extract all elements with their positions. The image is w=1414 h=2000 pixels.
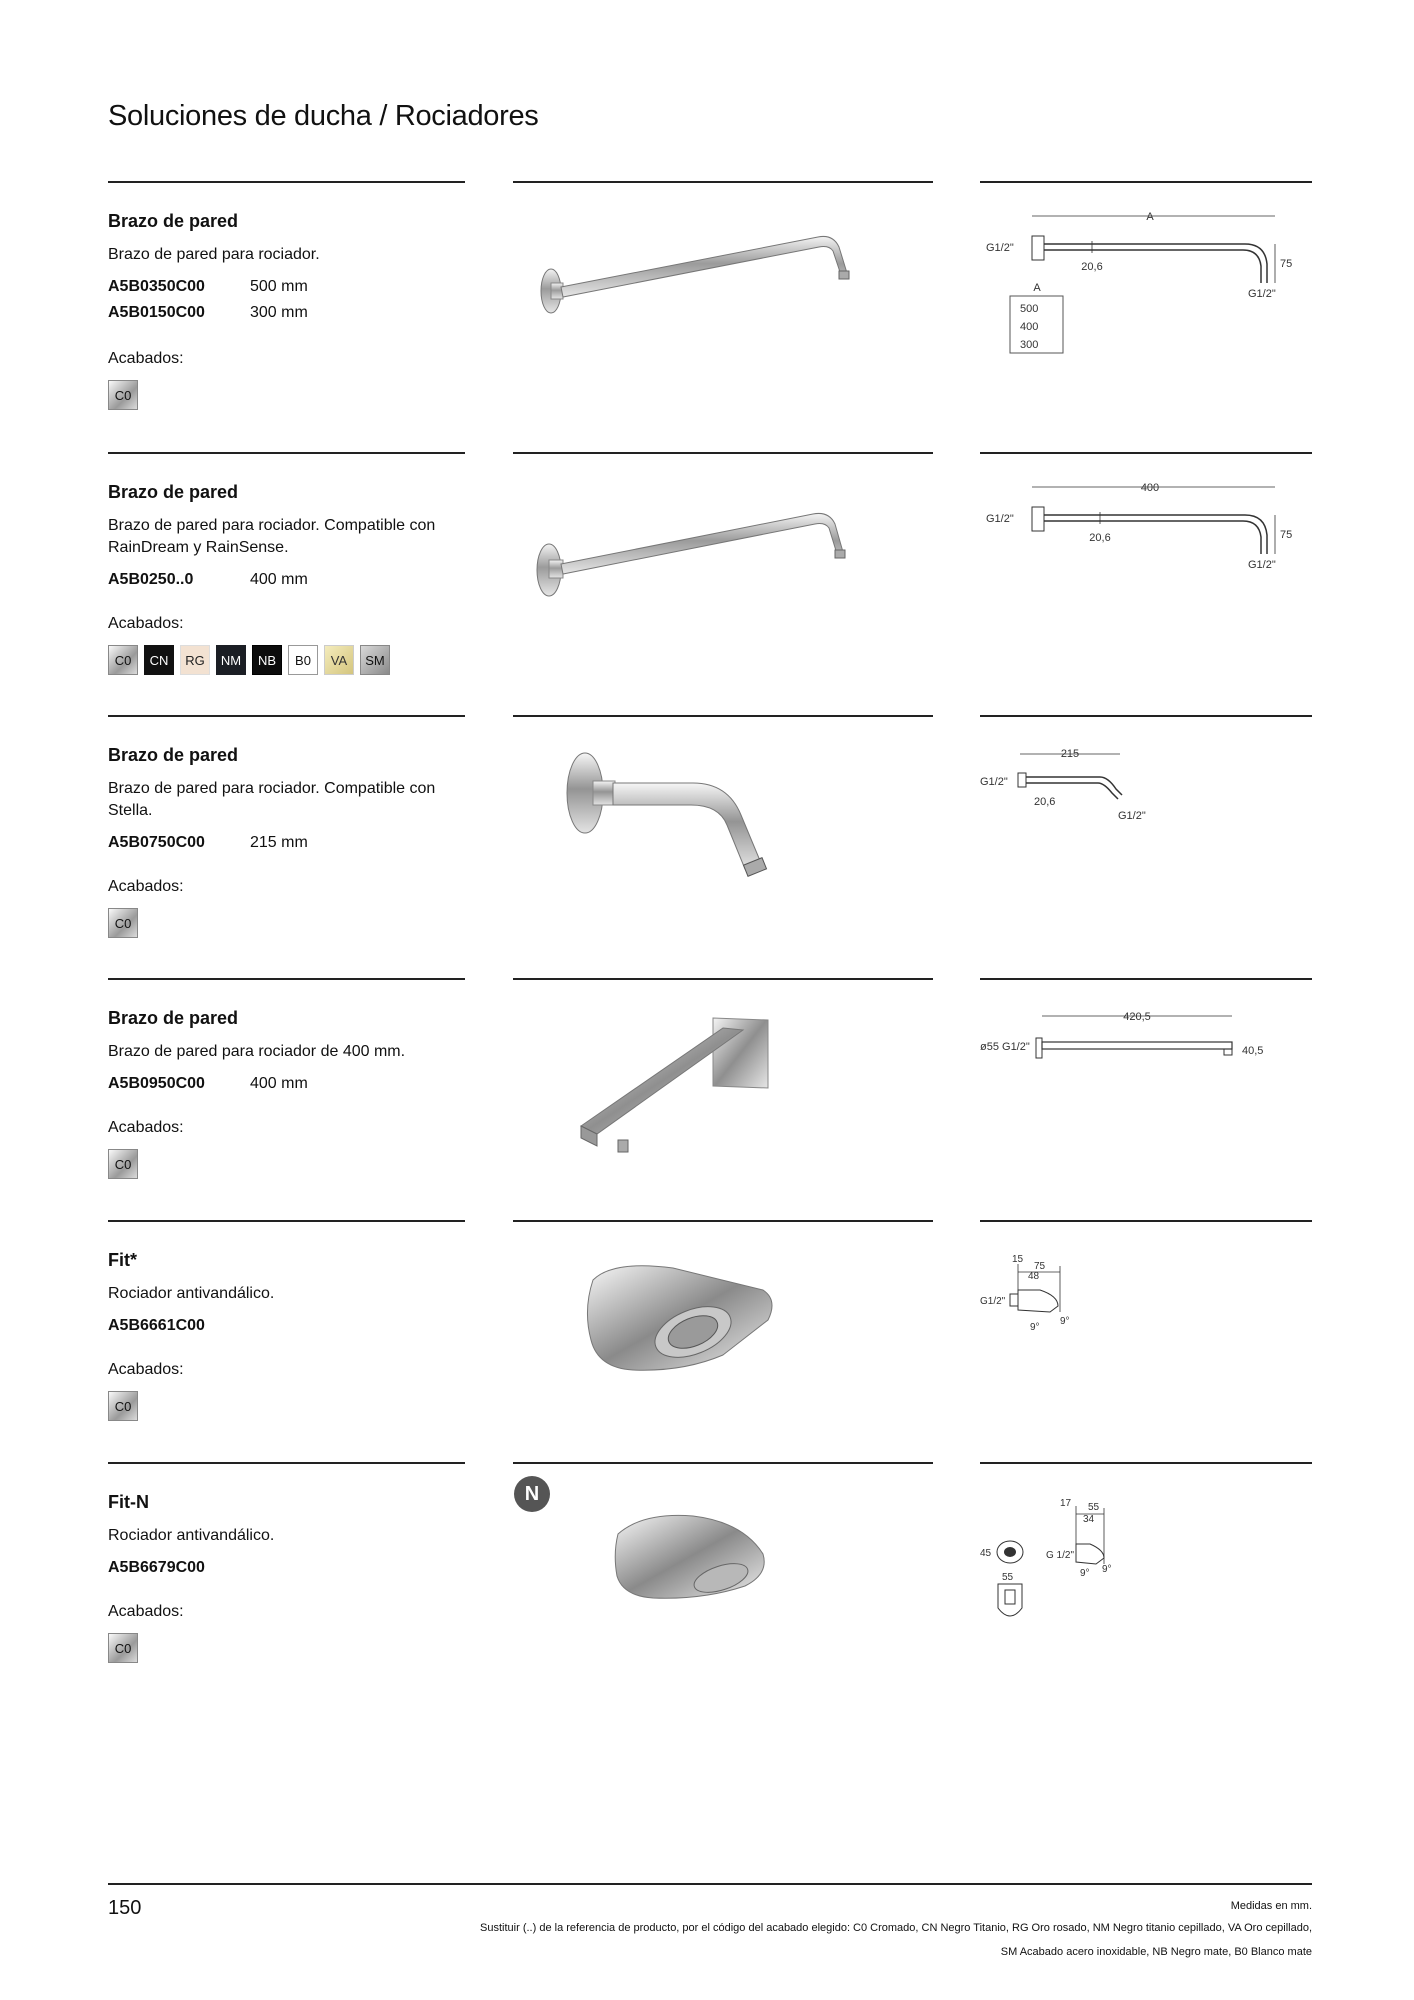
product-row-1	[0, 181, 1414, 451]
wall-arm-square-image	[513, 998, 933, 1178]
dim-d2: 55	[1088, 1502, 1100, 1513]
finish-swatch-c0: C0	[108, 645, 138, 675]
footer-note-line2: SM Acabado acero inoxidable, NB Negro mate, B0 Blanco mate	[1000, 1946, 1312, 1958]
finishes-label: Acabados:	[108, 1119, 184, 1136]
technical-drawing-svg	[980, 1008, 1312, 1088]
dim-ang1: 9°	[1080, 1568, 1090, 1579]
product-size: 500 mm	[250, 278, 308, 295]
finish-swatches	[108, 645, 473, 675]
dim-d1: 15	[1012, 1254, 1024, 1265]
product-size: 300 mm	[250, 304, 308, 321]
product-description: Brazo de pared para rociador. Compatible con Stella.	[108, 780, 436, 819]
dim-h: 75	[1280, 258, 1293, 270]
page-number: 150	[108, 1897, 142, 1919]
finish-swatch-nb: NB	[252, 645, 282, 675]
technical-drawing-svg	[980, 745, 1312, 845]
divider	[980, 978, 1312, 980]
finishes-label: Acabados:	[108, 1603, 184, 1620]
dim-d1: 17	[1060, 1498, 1072, 1509]
divider	[980, 452, 1312, 454]
dim-g-right: G1/2"	[1248, 559, 1276, 571]
finish-swatch-c0: C0	[108, 1633, 138, 1663]
table-value: 300	[1020, 339, 1039, 351]
dim-d3: 48	[1028, 1271, 1040, 1282]
fit-shower-head-image	[513, 1240, 933, 1390]
product-code: A5B0350C00	[108, 278, 205, 295]
dim-front: 45	[980, 1548, 992, 1559]
product-code: A5B0950C00	[108, 1075, 205, 1092]
technical-drawing	[980, 1492, 1312, 1637]
dim-g-left: G1/2"	[986, 513, 1014, 525]
product-size: 400 mm	[250, 1075, 308, 1092]
product-info	[108, 211, 473, 410]
finish-swatch-sm: SM	[360, 645, 390, 675]
product-photo	[513, 201, 933, 356]
divider	[108, 1220, 465, 1222]
product-name: Brazo de pared	[108, 1008, 239, 1028]
technical-drawing-svg	[980, 1250, 1312, 1340]
divider	[980, 1462, 1312, 1464]
dim-ang1: 9°	[1030, 1322, 1040, 1333]
footer-measures: Medidas en mm.	[1230, 1900, 1312, 1912]
dim-a: 215	[1060, 748, 1080, 760]
footer-divider	[108, 1883, 1312, 1885]
product-photo	[513, 472, 933, 627]
product-name: Brazo de pared	[108, 211, 239, 231]
fit-n-shower-head-image	[513, 1482, 933, 1632]
dim-a: 420,5	[1123, 1011, 1151, 1023]
dim-a: A	[1146, 211, 1154, 223]
dim-d3: 34	[1083, 1514, 1095, 1525]
product-row-5	[0, 1220, 1414, 1462]
product-row-2	[0, 452, 1414, 715]
technical-drawing	[980, 211, 1312, 366]
finishes-label: Acabados:	[108, 1361, 184, 1378]
product-photo	[513, 735, 933, 910]
divider	[513, 181, 933, 183]
product-info	[108, 1250, 473, 1421]
product-photo	[513, 998, 933, 1183]
finish-swatches	[108, 380, 473, 410]
table-value: 500	[1020, 303, 1039, 315]
new-badge: N	[514, 1476, 550, 1512]
technical-drawing	[980, 482, 1312, 607]
finish-swatch-rg: RG	[180, 645, 210, 675]
dim-h: 40,5	[1242, 1045, 1264, 1057]
dim-h: 75	[1280, 529, 1293, 541]
wall-arm-short-image	[513, 735, 933, 905]
product-code-line	[108, 278, 473, 296]
finish-swatch-va: VA	[324, 645, 354, 675]
product-row-4	[0, 978, 1414, 1220]
product-code-line	[108, 1559, 473, 1577]
divider	[513, 715, 933, 717]
product-code-line	[108, 1317, 473, 1335]
product-code: A5B0750C00	[108, 834, 205, 851]
product-info	[108, 482, 473, 675]
divider	[513, 978, 933, 980]
dim-g-left: G1/2"	[980, 776, 1008, 788]
product-description: Brazo de pared para rociador. Compatible con RainDream y RainSense.	[108, 517, 436, 556]
dim-ang2: 9°	[1102, 1564, 1112, 1575]
finish-swatch-nm: NM	[216, 645, 246, 675]
technical-drawing-svg	[980, 211, 1312, 361]
product-name: Fit*	[108, 1250, 137, 1270]
product-code-line	[108, 1075, 473, 1093]
dim-mid: 20,6	[1081, 261, 1103, 273]
product-description: Brazo de pared para rociador.	[108, 246, 320, 263]
table-value: 400	[1020, 321, 1039, 333]
dim-g-right: G1/2"	[1248, 288, 1276, 300]
product-name: Brazo de pared	[108, 482, 239, 502]
divider	[980, 181, 1312, 183]
product-info	[108, 1492, 473, 1663]
technical-drawing	[980, 1008, 1312, 1093]
dim-d2: 75	[1034, 1261, 1046, 1272]
page-title: Soluciones de ducha / Rociadores	[108, 100, 539, 132]
product-size: 215 mm	[250, 834, 308, 851]
product-photo	[513, 1482, 933, 1637]
dim-ang2: 9°	[1060, 1316, 1070, 1327]
wall-arm-long-image	[513, 201, 933, 351]
divider	[108, 452, 465, 454]
finish-swatch-cn: CN	[144, 645, 174, 675]
dim-mid: 20,6	[1034, 796, 1056, 808]
divider	[513, 1220, 933, 1222]
product-code-line	[108, 304, 473, 322]
dim-g-right: G1/2"	[1118, 810, 1146, 822]
dim-g-left: G 1/2"	[1046, 1550, 1075, 1561]
product-code: A5B0150C00	[108, 304, 205, 321]
product-size: 400 mm	[250, 571, 308, 588]
product-row-6	[0, 1462, 1414, 1722]
divider	[980, 715, 1312, 717]
finishes-label: Acabados:	[108, 878, 184, 895]
finish-swatches	[108, 1633, 473, 1663]
product-code: A5B6679C00	[108, 1559, 205, 1576]
product-description: Brazo de pared para rociador de 400 mm.	[108, 1043, 406, 1060]
product-description: Rociador antivandálico.	[108, 1285, 275, 1302]
product-name: Brazo de pared	[108, 745, 239, 765]
divider	[108, 715, 465, 717]
product-code-line	[108, 834, 473, 852]
product-name: Fit-N	[108, 1492, 149, 1512]
product-info	[108, 1008, 473, 1179]
dim-g-left: G1/2"	[980, 1296, 1006, 1307]
product-row-3	[0, 715, 1414, 978]
finish-swatch-c0: C0	[108, 1149, 138, 1179]
finish-swatch-c0: C0	[108, 380, 138, 410]
dim-mid: 20,6	[1089, 532, 1111, 544]
divider	[108, 978, 465, 980]
product-photo	[513, 1240, 933, 1395]
divider	[108, 1462, 465, 1464]
product-code-line	[108, 571, 473, 589]
technical-drawing	[980, 745, 1312, 850]
footer-note-line1: Sustituir (..) de la referencia de producto, por el código del acabado elegido: C0 Cromado, CN Negro Titanio, RG Oro rosado, NM Negro titanio cepillado, VA Oro cepillado,	[480, 1922, 1312, 1934]
table-head: A	[1033, 282, 1041, 294]
finish-swatch-c0: C0	[108, 1391, 138, 1421]
finish-swatches	[108, 1149, 473, 1179]
dim-a: 400	[1140, 482, 1160, 494]
finishes-label: Acabados:	[108, 615, 184, 632]
product-code: A5B0250..0	[108, 571, 194, 588]
divider	[513, 1462, 933, 1464]
divider	[513, 452, 933, 454]
divider	[108, 181, 465, 183]
finish-swatch-c0: C0	[108, 908, 138, 938]
wall-arm-image	[513, 472, 933, 622]
finishes-label: Acabados:	[108, 350, 184, 367]
technical-drawing-svg	[980, 482, 1312, 602]
product-info	[108, 745, 473, 938]
dim-g-left: ø55 G1/2"	[980, 1041, 1030, 1053]
product-code: A5B6661C00	[108, 1317, 205, 1334]
dim-bottom: 55	[1002, 1572, 1014, 1583]
divider	[980, 1220, 1312, 1222]
finish-swatches	[108, 1391, 473, 1421]
product-description: Rociador antivandálico.	[108, 1527, 275, 1544]
finish-swatch-b0: B0	[288, 645, 318, 675]
dim-g-left: G1/2"	[986, 242, 1014, 254]
finish-swatches	[108, 908, 473, 938]
technical-drawing-svg	[980, 1492, 1312, 1632]
technical-drawing	[980, 1250, 1312, 1345]
